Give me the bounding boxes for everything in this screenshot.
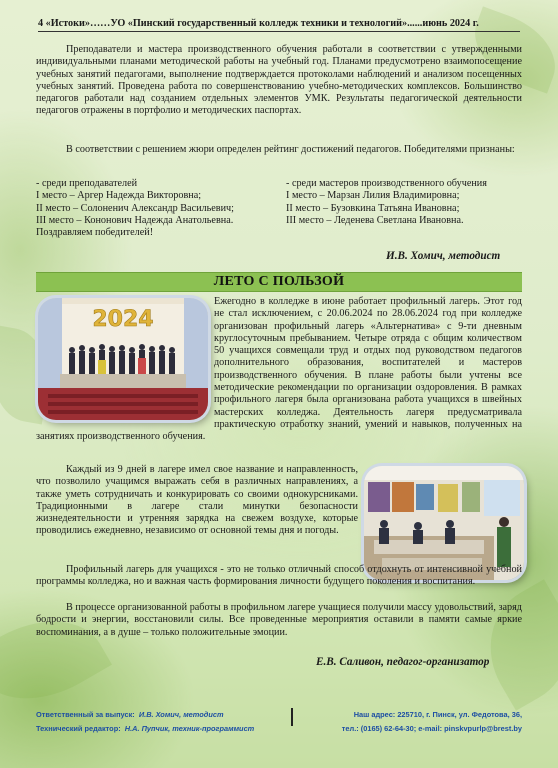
intro-paragraph-2: В соответствии с решением жюри определен рейтинг достижений педагогов. Победителями признаны: — [66, 144, 515, 155]
winners-teachers — [36, 178, 276, 239]
teachers-heading: - среди преподавателей — [36, 178, 138, 189]
responsible-label: Ответственный за выпуск: — [36, 710, 135, 719]
winners-masters — [286, 178, 526, 227]
editor-label: Технический редактор: — [36, 724, 121, 733]
balloon-number: 2024 — [92, 307, 154, 332]
footer-credits — [36, 708, 254, 736]
footer-contacts — [330, 708, 522, 736]
workshop-photo-image — [364, 466, 524, 580]
footer-address: Наш адрес: 225710, г. Пинск, ул. Федотова, 36, — [353, 710, 522, 719]
camp-paragraph-4: В процессе организованной работы в профильном лагере учащиеся получили массу удовольствий, заряд бодрости и энергии, восстановили силы. Все проведенные мероприятия оставили в памяти самые яркие воспоминания, а в душе – только положительные эмоции. — [36, 602, 522, 638]
masters-place-3: III место – Леденева Светлана Ивановна. — [286, 214, 464, 226]
section-title: ЛЕТО С ПОЛЬЗОЙ — [213, 274, 345, 289]
masters-heading: - среди мастеров производственного обучения — [286, 178, 487, 189]
masters-place-1: I место – Марзан Лилия Владимировна; — [286, 190, 460, 202]
camp-paragraph-3: Профильный лагерь для учащихся - это не только отличный способ отдохнуть от интенсивной учебной программы колледжа, но и важная часть формирования личности будущего поколения и воспитания. — [36, 564, 522, 588]
teachers-place-1: I место – Аргер Надежда Викторовна; — [36, 190, 202, 202]
masters-place-2: II место – Бузовкина Татьяна Ивановна; — [286, 202, 460, 214]
signature-methodist: И.В. Хомич, методист — [386, 250, 501, 262]
congrats-text: Поздравляем победителей! — [36, 227, 154, 239]
footer-phone-email: тел.: (0165) 62-64-30; e-mail: pinskvpurlp@brest.by — [341, 724, 522, 733]
camp-paragraph-1 — [36, 296, 522, 444]
responsible-name: И.В. Хомич, методист — [138, 710, 224, 719]
camp-paragraph-1-text: Ежегодно в колледже в июне работает профильный лагерь. Этот год не стал исключением, с 20.06.2024 по 28.06.2024 год при колледже организован профильный лагерь «Альтернатива» с 9-ти дневным круглосуточным пребыванием. Четыре отряда с общим количеством 50 учащихся совмещали труд и отдых под руководством педагогов дополнительного образования, воспитателей и мастеров производственного обучения. В плане работы были учтены все методические рекомендации по организации оздоровления. В рамках профильного лагеря была организована работа учащихся в швейных мастерских колледжа. Деятельность лагеря предусматривала практическую отработку знаний, умений и навыков, полученных на занятиях производственного обучения. — [36, 296, 522, 443]
intro-paragraph-1: Преподаватели и мастера производственного обучения работали в соответствии с утвержденными индивидуальными планами методической работы на учебный год. Планами предусмотрено взаимопосещение учебных занятий педагогами, выполнение подтверждается протоколами наблюдений и анализом посещенных учебных занятий. Проведена работа по совершенствованию учебно-методических комплексов. Большинство педагогов работали над созданием отдельных элементов УМК. Результаты педагогической деятельности педагогов отражены в портфолио и методических паспортах. — [36, 44, 522, 117]
teachers-place-2: II место – Солоненич Александр Васильевич; — [36, 202, 235, 214]
workshop-photo — [364, 466, 524, 580]
section-title-banner — [36, 272, 522, 292]
camp-paragraph-2: Каждый из 9 дней в лагере имел свое название и направленность, что позволило учащимся выражать себя в различных направлениях, а также уметь сотрудничать и конкурировать со своими однокурсниками. Традиционными в лагере стали минутки безопасности жизнедеятельности и утренняя зарядка на свежем воздухе, которые проводились ежедневно, независимо от основной темы дня и погоды. — [36, 464, 358, 537]
signature-organizer: Е.В. Саливон, педагог-организатор — [316, 656, 490, 668]
footer-divider — [291, 708, 293, 726]
editor-name: Н.А. Пупчик, техник-программист — [124, 724, 255, 733]
teachers-place-3: III место – Кононович Надежда Анатольевна. — [36, 214, 234, 226]
issue-header: 4 «Истоки»……УО «Пинский государственный колледж техники и технологий»......июнь 2024 г. — [38, 18, 520, 32]
leaf-decoration — [466, 579, 558, 711]
photo-wrap-spacer — [36, 296, 214, 430]
